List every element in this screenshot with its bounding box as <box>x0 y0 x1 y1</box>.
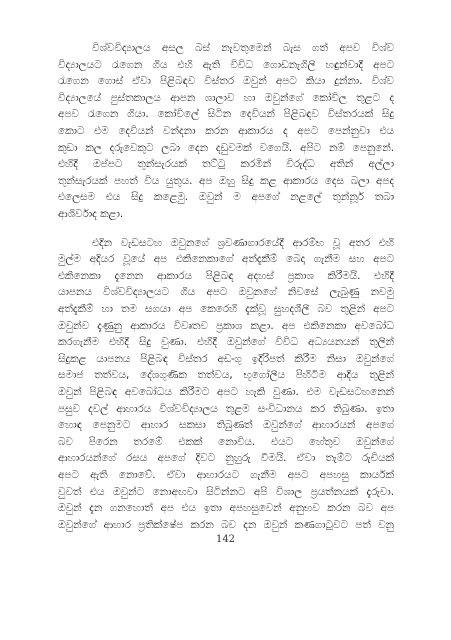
paragraph-2-line-7: කරගැනීම එහිදී සිදු වුණා. එහිදී ඔවුන්ගේ විවිධ අධ්‍යයනයන් තුලින් <box>58 336 394 349</box>
paragraph-1-line-3: රැගෙන ගොස් ඒවා පිළිබඳව විස්තර ඔවුන් අපට කියා දුන්නා. විශ්ව <box>58 75 394 88</box>
paragraph-1-line-10: එලෙසම එය සිදු කළෙමු. ඔවුන් ම අපගේ නළලේ තුන්නූර් තබා <box>58 191 394 204</box>
paragraph-2-line-13: බව පිරෙන තරමේ එකක් නොවිය. එයට හේතුව ඔවුන්ගේ <box>58 435 394 448</box>
paragraph-1-line-11: ආශිර්වාද කළා. <box>58 208 124 220</box>
paragraph-2-line-4: යාපනය විශ්වවිද්‍යාලයට ගිය අපට ඔවුනගේ නිවසේ ලැබුණු නවමු <box>58 286 394 299</box>
paragraph-2-line-3: එකිනෙකා දැනෙන ආකාරය පිළිබඳ අදහස් ප්‍රකාශ කිරීමයි. එහිදී <box>58 269 394 282</box>
paragraph-2-line-5: අත්දැකීම් හා තම සගයා අප කෙරෙහි දැක්වූ සුහදශීලී බව තුළින් අපට <box>58 303 394 315</box>
paragraph-1-line-8: එහිදී ඔප්පට තුන්සැරයක් තට්ටු කරමින් විරුද්ධ අතින් අල්ලා <box>58 158 394 171</box>
paragraph-1-line-5: අපව රැගෙන ගියා. කෝවිලේ සිටින දෙවියන් පිළිබඳව විස්තරයක් සිදු <box>58 108 394 121</box>
paragraph-2-line-17: ඔවුන් දැන ගනහොත් අප එය ඉතා අපහසුවෙන් අනුභව කරන බව අප <box>58 502 394 515</box>
paragraph-2-line-12: හොඳ පෙනුමට ආහාර සකසා තිබුණත් ඔවුන්ගේ ආහාරයන් අපගේ <box>58 419 394 432</box>
page-number: 142 <box>215 534 236 546</box>
paragraph-2-line-10: ඔවුන් පිළිබඳ අවබෝධය කිරීමට අපට හැකි වුණා. එම වැඩසටහනෙන් <box>58 386 394 398</box>
paragraph-1-line-1: විශ්වවිද්‍යාලය අසල බස් නැවතුමෙන් බැස ගත් අපව විශ්ව <box>92 42 394 54</box>
paragraph-1-line-2: විද්‍යාලයට රැගෙන ගිය එහි ඇති විවිධ ගොඩනැගිලි හඳුන්වාදී අපට <box>58 58 394 71</box>
paragraph-2-line-2: මුල්ම අදියර වූයේ අප එකිනෙකාගේ අත්දැකීම් බෙදා ගැනීම සහ අපට <box>58 253 394 266</box>
paragraph-2-line-14: ආහාරයන්ගේ රසය අපගේ දිවට නුහුරු වීමයි. ඒවා තැම්ට රුචියක් <box>58 452 394 465</box>
paragraph-2-line-8: සිදුකළ යාපනය පිළිබඳ විස්තර අඩංගු ඉදිරිපත් කිරීම නිසා ඔවුන්ගේ <box>58 352 394 365</box>
paragraph-2-line-18: ඔවුන්ගේ ආහාර ප්‍රතික්ෂේප කරන බව දන ඔවුන් කණගාටුවට පත් වනු <box>58 518 394 531</box>
paragraph-1-line-9: තුන්සැරයක් පහත් විය යුතුය. අප ඔහු සිදු කළ ආකාරය දෙස බලා අපද <box>58 174 394 187</box>
paragraph-2-line-6: ඔවුන්ව දැණුනු ආකාරය විවෘතව ප්‍රකාශ කළා. අප එකිනෙකා අවබෝධ <box>58 319 394 332</box>
paragraph-2-line-16: වුවත් එය ඔවුන්ට නොඅඟවා සිටින්නට අපි විශාල ප්‍රයත්නයක් දැරුවා. <box>58 485 394 498</box>
paragraph-1-line-6: කොට එම දෙවියන් වන්දනා කරන ආකාරය ද අපට පෙන්නුවා එය <box>58 125 394 137</box>
paragraph-1-line-7: කුඩා කල දරුවෙකුට ලබා දෙන දඩුවමක් වගෙයි. අපිට නම් පෙනුනේ. <box>58 141 394 154</box>
paragraph-2-line-1: එදින වැඩසටහ ඔවුනගේ ශ්‍රවණාගාරයේදී ආරම්භ වූ අතර එහි <box>92 236 394 249</box>
paragraph-2-line-11: පසුව දවල් ආහාරය විශ්වවිද්‍යාලය තුළම සංවිධානය කර තිබුණා. ඉතා <box>58 402 394 415</box>
paragraph-2-line-9: සමාජ තත්වය, දේශගුණික තත්වය, භූගෝලීය පිහිටීම ආදිය තුළින් <box>58 369 394 382</box>
paragraph-1-line-4: විද්‍යාලයේ පුස්තකාලය ආපන ශාලාව හා ඔවුන්ගේ කෝවිල තුළට ද <box>58 91 394 104</box>
paragraph-2-line-15: අපට ඇති නොවේ. ඒවා ආහාරයට ගැනීම අපට අපහසු කාර්යක් <box>58 469 394 481</box>
